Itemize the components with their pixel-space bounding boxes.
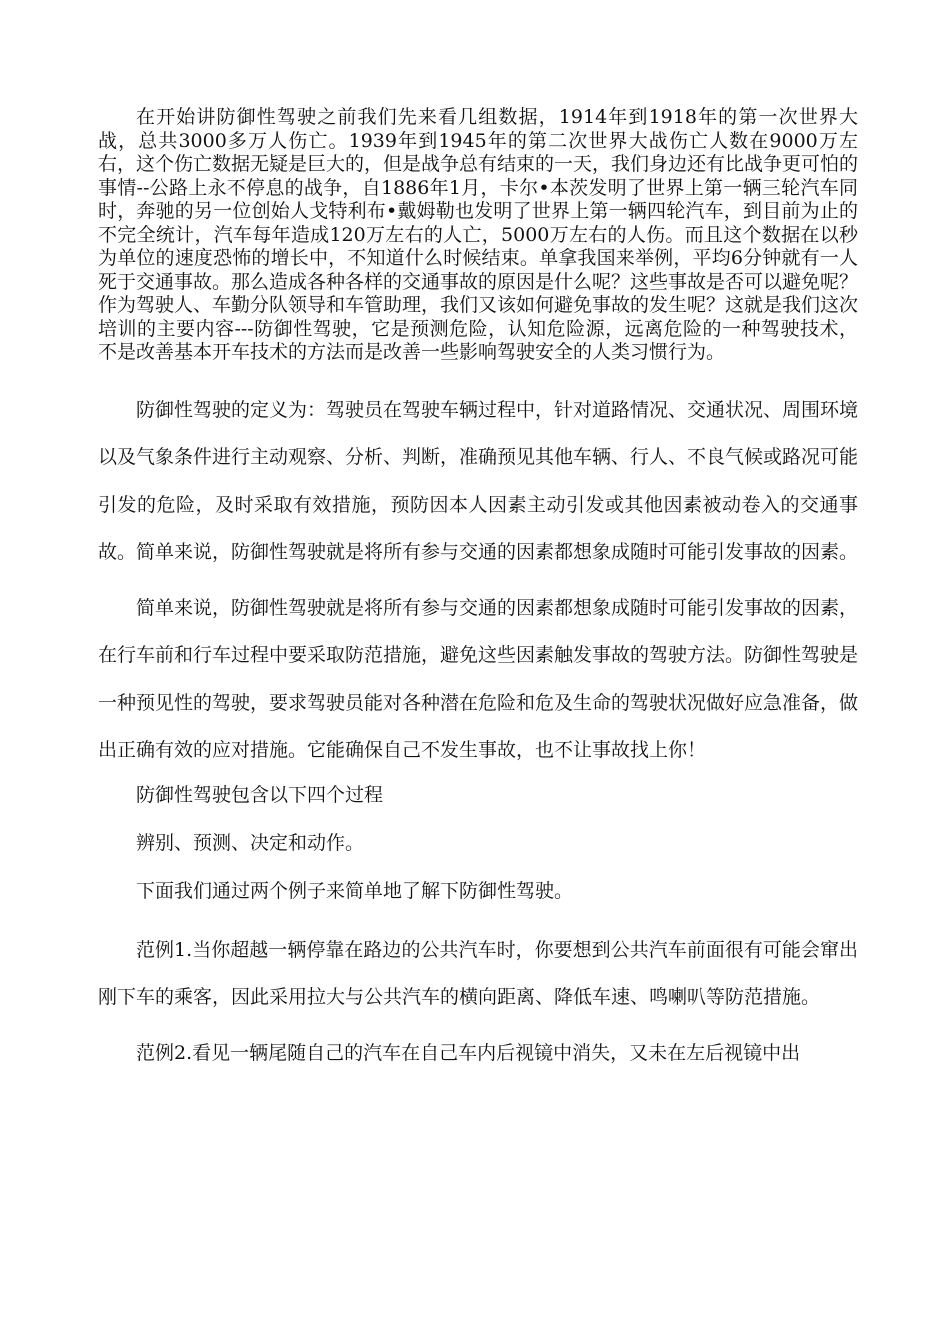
paragraph-definition: 防御性驾驶的定义为：驾驶员在驾驶车辆过程中，针对道路情况、交通状况、周围环境以及气象条件进行主动观察、分析、判断，准确预见其他车辆、行人、不良气候或路况可能引发的危险，及时采取有效措施，预防因本人因素主动引发或其他因素被动卷入的交通事故。简单来说，防御性驾驶就是将所有参与交通的因素都想象成随时可能引发事故的因素。 xyxy=(98,398,859,563)
paragraph-example-2: 范例2.看见一辆尾随自己的汽车在自己车内后视镜中消失，又未在左后视镜中出 xyxy=(136,1041,801,1064)
paragraph-process-list: 辨别、预测、决定和动作。 xyxy=(136,831,365,854)
paragraph-intro-statistics: 在开始讲防御性驾驶之前我们先来看几组数据，1914年到1918年的第一次世界大战，总共3000多万人伤亡。1939年到1945年的第二次世界大战伤亡人数在9000万左右，这个伤亡数据无疑是巨大的，但是战争总有结束的一天，我们身边还有比战争更可怕的事情--公路上永不停息的战争，自1886年1月，卡尔•本茨发明了世界上第一辆三轮汽车同时，奔驰的另一位创始人戈特利布•戴姆勒也发明了世界上第一辆四轮汽车，到目前为止的不完全统计，汽车每年造成120万左右的人亡，5000万左右的人伤。而且这个数据在以秒为单位的速度恐怖的增长中，不知道什么时候结束。单拿我国来举例，平均6分钟就有一人死于交通事故。那么造成各种各样的交通事故的原因是什么呢？这些事故是否可以避免呢？作为驾驶人、车勤分队领导和车管助理，我们又该如何避免事故的发生呢？这就是我们这次培训的主要内容---防御性驾驶，它是预测危险，认知危险源，远离危险的一种驾驶技术，不是改善基本开车技术的方法而是改善一些影响驾驶安全的人类习惯行为。 xyxy=(98,106,859,363)
paragraph-four-processes: 防御性驾驶包含以下四个过程 xyxy=(136,783,384,806)
paragraph-summary: 简单来说，防御性驾驶就是将所有参与交通的因素都想象成随时可能引发事故的因素，在行车前和行车过程中要采取防范措施，避免这些因素触发事故的驾驶方法。防御性驾驶是一种预见性的驾驶，要求驾驶员能对各种潜在危险和危及生命的驾驶状况做好应急准备，做出正确有效的应对措施。它能确保自己不发生事故，也不让事故找上你！ xyxy=(98,596,859,761)
document-page xyxy=(98,106,858,1085)
paragraph-examples-intro: 下面我们通过两个例子来简单地了解下防御性驾驶。 xyxy=(136,879,574,902)
paragraph-example-1: 范例1.当你超越一辆停靠在路边的公共汽车时，你要想到公共汽车前面很有可能会窜出刚下车的乘客，因此采用拉大与公共汽车的横向距离、降低车速、鸣喇叭等防范措施。 xyxy=(98,938,858,1008)
